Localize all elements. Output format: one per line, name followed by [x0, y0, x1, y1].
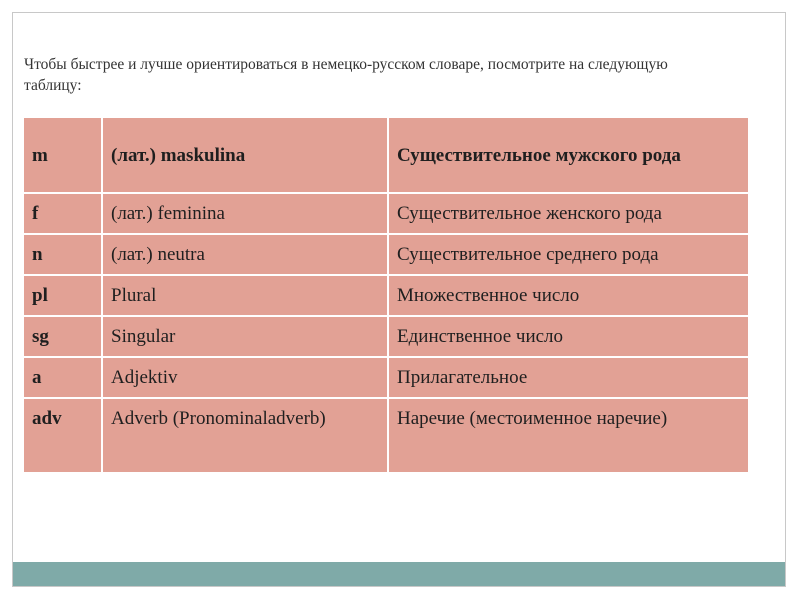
table-row — [23, 357, 749, 398]
table-row — [23, 316, 749, 357]
cell-latin: Adverb (Pronominaladverb) — [102, 398, 388, 473]
cell-abbr: m — [23, 117, 102, 193]
cell-abbr: adv — [23, 398, 102, 473]
cell-russian: Единственное число — [388, 316, 749, 357]
cell-russian: Существительное среднего рода — [388, 234, 749, 275]
abbreviation-table — [22, 116, 750, 474]
intro-text: Чтобы быстрее и лучше ориентироваться в немецко-русском словаре, посмотрите на следующую таблицу: — [24, 56, 668, 94]
cell-abbr: n — [23, 234, 102, 275]
cell-latin: Plural — [102, 275, 388, 316]
table-row — [23, 117, 749, 193]
table-row — [23, 275, 749, 316]
cell-abbr: sg — [23, 316, 102, 357]
cell-latin: (лат.) neutra — [102, 234, 388, 275]
table-row — [23, 398, 749, 473]
cell-russian: Наречие (местоименное наречие) — [388, 398, 749, 473]
cell-abbr: a — [23, 357, 102, 398]
cell-russian: Существительное женского рода — [388, 193, 749, 234]
cell-russian: Существительное мужского рода — [388, 117, 749, 193]
cell-latin: (лат.) maskulina — [102, 117, 388, 193]
footer-bar — [13, 562, 785, 586]
table-row — [23, 193, 749, 234]
cell-russian: Прилагательное — [388, 357, 749, 398]
cell-abbr: pl — [23, 275, 102, 316]
cell-russian: Множественное число — [388, 275, 749, 316]
cell-latin: (лат.) feminina — [102, 193, 388, 234]
table-row — [23, 234, 749, 275]
cell-latin: Adjektiv — [102, 357, 388, 398]
cell-abbr: f — [23, 193, 102, 234]
cell-latin: Singular — [102, 316, 388, 357]
abbreviation-table-wrap — [22, 116, 750, 474]
